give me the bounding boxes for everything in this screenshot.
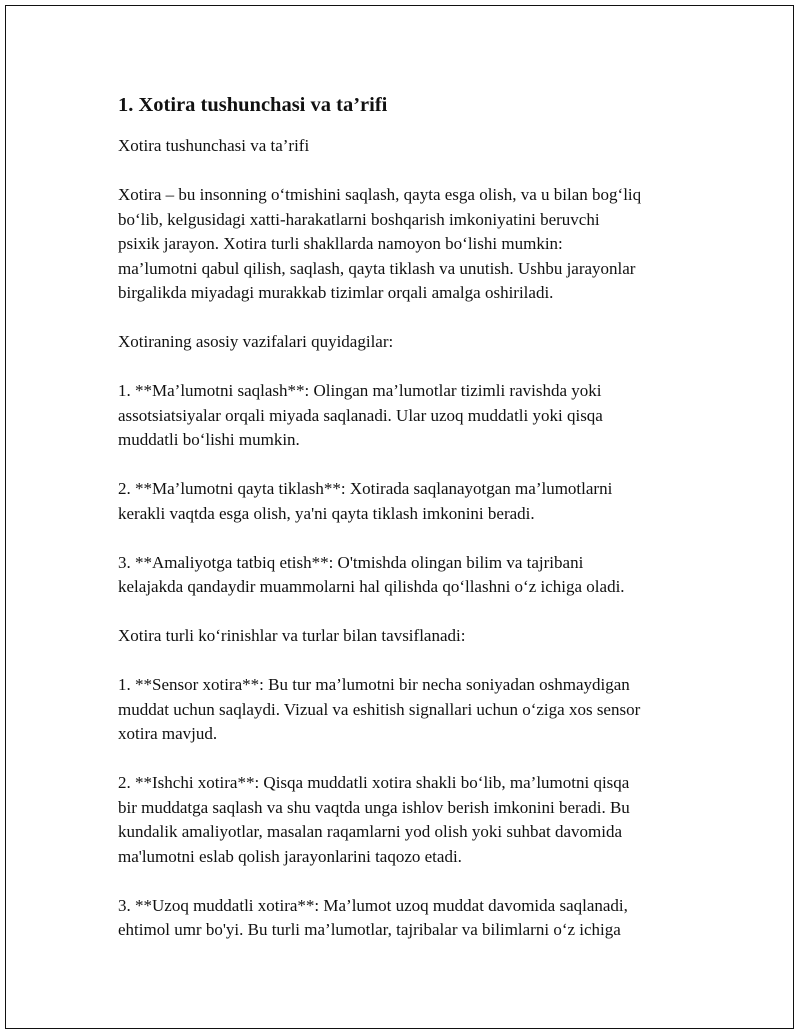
list-item-function-1: 1. **Ma’lumotni saqlash**: Olingan ma’lumotlar tizimli ravishda yoki assotsiatsiyalar orqali miyada saqlanadi. Ular uzoq muddatli yoki qisqa muddatli bo‘lishi mumkin. — [118, 381, 603, 449]
list-item-type-3: 3. **Uzoq muddatli xotira**: Ma’lumot uzoq muddat davomida saqlanadi, ehtimol umr bo'yi. Bu turli ma’lumotlar, tajribalar va bilimlarni o‘z ichiga — [118, 895, 628, 939]
list-item-type-1: 1. **Sensor xotira**: Bu tur ma’lumotni bir necha soniyadan oshmaydigan muddat uchun saqlaydi. Vizual va eshitish signallari uchun o‘ziga xos sensor xotira mavjud. — [118, 675, 641, 743]
paragraph-definition: Xotira – bu insonning o‘tmishini saqlash, qayta esga olish, va u bilan bog‘liq bo‘lib, kelgusidagi xatti-harakatlarni boshqarish imkoniyatini beruvchi psixik jarayon. Xotira turli shakllarda namoyon bo‘lishi mumkin: ma’lumotni qabul qilish, saqlash, qayta tiklash va unutish. Ushbu jarayonlar birgalikda miyadagi murakkab tizimlar orqali amalga oshiriladi. — [118, 185, 642, 302]
section-heading: 1. Xotira tushunchasi va ta’rifi — [118, 94, 388, 116]
paragraph-functions-intro: Xotiraning asosiy vazifalari quyidagilar: — [118, 332, 394, 351]
list-item-function-2: 2. **Ma’lumotni qayta tiklash**: Xotirada saqlanayotgan ma’lumotlarni kerakli vaqtda esga olish, ya'ni qayta tiklash imkonini beradi. — [118, 479, 613, 523]
list-item-function-3: 3. **Amaliyotga tatbiq etish**: O'tmishda olingan bilim va tajribani kelajakda qandaydir muammolarni hal qilishda qo‘llashni o‘z ichiga oladi. — [118, 552, 625, 596]
paragraph-subtitle: Xotira tushunchasi va ta’rifi — [118, 136, 310, 155]
paragraph-types-intro: Xotira turli ko‘rinishlar va turlar bilan tavsiflanadi: — [118, 626, 466, 645]
list-item-type-2: 2. **Ishchi xotira**: Qisqa muddatli xotira shakli bo‘lib, ma’lumotni qisqa bir muddatga saqlash va shu vaqtda unga ishlov berish imkonini beradi. Bu kundalik amaliyotlar, masalan raqamlarni yod olish yoki suhbat davomida ma'lumotni eslab qolish jarayonlarini taqozo etadi. — [118, 773, 630, 866]
document-body — [118, 90, 698, 967]
